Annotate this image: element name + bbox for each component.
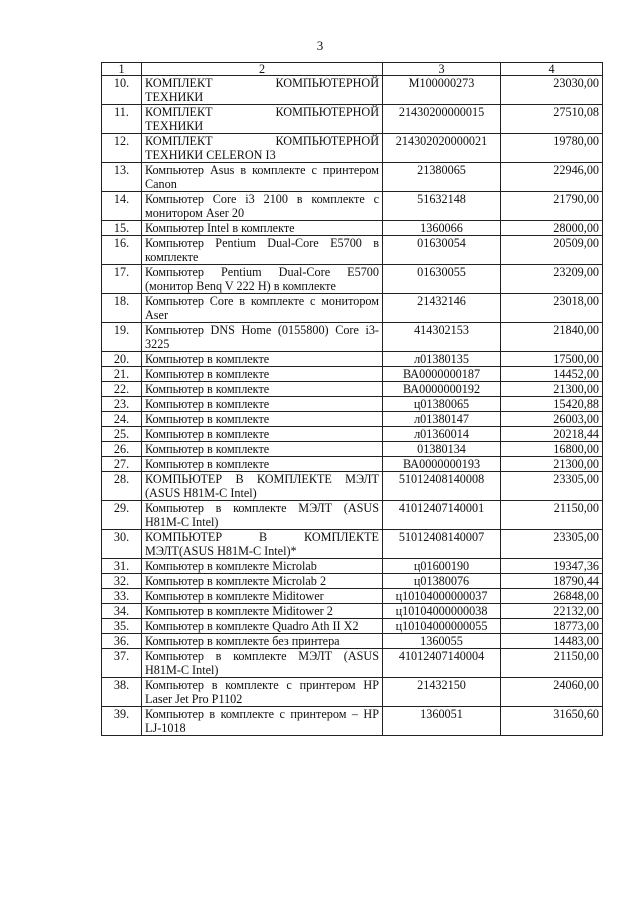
row-number: 14. xyxy=(102,192,142,221)
item-price: 14452,00 xyxy=(501,367,603,382)
inventory-code: ВА0000000193 xyxy=(383,457,501,472)
table-row xyxy=(102,265,603,294)
table-row xyxy=(102,134,603,163)
item-price: 26848,00 xyxy=(501,589,603,604)
table-row xyxy=(102,105,603,134)
inventory-code: 21432146 xyxy=(383,294,501,323)
row-number: 37. xyxy=(102,649,142,678)
item-price: 20509,00 xyxy=(501,236,603,265)
row-number: 30. xyxy=(102,530,142,559)
table-row xyxy=(102,382,603,397)
column-header: 3 xyxy=(383,63,501,76)
item-price: 23209,00 xyxy=(501,265,603,294)
table-row xyxy=(102,442,603,457)
item-price: 16800,00 xyxy=(501,442,603,457)
table-row xyxy=(102,678,603,707)
row-number: 33. xyxy=(102,589,142,604)
item-name: КОМПЛЕКТ КОМПЬЮТЕРНОЙ ТЕХНИКИ xyxy=(142,105,383,134)
inventory-code: 1360055 xyxy=(383,634,501,649)
item-price: 21300,00 xyxy=(501,457,603,472)
item-price: 22946,00 xyxy=(501,163,603,192)
item-price: 17500,00 xyxy=(501,352,603,367)
row-number: 13. xyxy=(102,163,142,192)
row-number: 34. xyxy=(102,604,142,619)
row-number: 20. xyxy=(102,352,142,367)
item-price: 28000,00 xyxy=(501,221,603,236)
item-price: 21150,00 xyxy=(501,501,603,530)
inventory-code: 51012408140007 xyxy=(383,530,501,559)
row-number: 27. xyxy=(102,457,142,472)
table-row xyxy=(102,412,603,427)
item-price: 24060,00 xyxy=(501,678,603,707)
table-row xyxy=(102,707,603,736)
inventory-code: ц01600190 xyxy=(383,559,501,574)
inventory-code: 51632148 xyxy=(383,192,501,221)
item-name: Компьютер в комплекте xyxy=(142,427,383,442)
row-number: 31. xyxy=(102,559,142,574)
inventory-table xyxy=(101,62,603,736)
item-name: Компьютер Pentium Dual-Core E5700 в комплекте xyxy=(142,236,383,265)
column-header: 1 xyxy=(102,63,142,76)
item-price: 18773,00 xyxy=(501,619,603,634)
row-number: 19. xyxy=(102,323,142,352)
table-row xyxy=(102,649,603,678)
item-name: Компьютер в комплекте без принтера xyxy=(142,634,383,649)
inventory-code: л01360014 xyxy=(383,427,501,442)
inventory-code: 01630054 xyxy=(383,236,501,265)
table-row xyxy=(102,619,603,634)
table-header-row xyxy=(102,63,603,76)
item-name: Компьютер Asus в комплекте с принтером Canon xyxy=(142,163,383,192)
item-price: 23030,00 xyxy=(501,76,603,105)
item-name: Компьютер в комплекте xyxy=(142,442,383,457)
row-number: 39. xyxy=(102,707,142,736)
table-row xyxy=(102,76,603,105)
inventory-code: ц01380076 xyxy=(383,574,501,589)
item-name: Компьютер в комплекте Microlab xyxy=(142,559,383,574)
inventory-code: 01380134 xyxy=(383,442,501,457)
inventory-code: ц10104000000037 xyxy=(383,589,501,604)
item-name: Компьютер в комплекте с принтером – HP LJ-1018 xyxy=(142,707,383,736)
item-name: КОМПЬЮТЕР В КОМПЛЕКТЕ МЭЛТ(ASUS H81M-C Intel)* xyxy=(142,530,383,559)
item-price: 19347,36 xyxy=(501,559,603,574)
row-number: 28. xyxy=(102,472,142,501)
item-name: Компьютер в комплекте с принтером HP Laser Jet Pro P1102 xyxy=(142,678,383,707)
item-name: КОМПЛЕКТ КОМПЬЮТЕРНОЙ ТЕХНИКИ CELERON I3 xyxy=(142,134,383,163)
row-number: 26. xyxy=(102,442,142,457)
row-number: 38. xyxy=(102,678,142,707)
row-number: 29. xyxy=(102,501,142,530)
item-price: 26003,00 xyxy=(501,412,603,427)
item-name: Компьютер Intel в комплекте xyxy=(142,221,383,236)
item-price: 23018,00 xyxy=(501,294,603,323)
item-price: 31650,60 xyxy=(501,707,603,736)
row-number: 21. xyxy=(102,367,142,382)
row-number: 18. xyxy=(102,294,142,323)
table-row xyxy=(102,236,603,265)
table-row xyxy=(102,367,603,382)
item-price: 21840,00 xyxy=(501,323,603,352)
inventory-code: ВА0000000187 xyxy=(383,367,501,382)
table-row xyxy=(102,352,603,367)
item-name: КОМПЬЮТЕР В КОМПЛЕКТЕ МЭЛТ (ASUS H81M-C Intel) xyxy=(142,472,383,501)
inventory-code: 214302020000021 xyxy=(383,134,501,163)
table-row xyxy=(102,604,603,619)
item-price: 21790,00 xyxy=(501,192,603,221)
inventory-code: 414302153 xyxy=(383,323,501,352)
row-number: 22. xyxy=(102,382,142,397)
item-name: Компьютер в комплекте xyxy=(142,367,383,382)
item-price: 21150,00 xyxy=(501,649,603,678)
item-price: 18790,44 xyxy=(501,574,603,589)
table-row xyxy=(102,574,603,589)
item-name: КОМПЛЕКТ КОМПЬЮТЕРНОЙ ТЕХНИКИ xyxy=(142,76,383,105)
table-row xyxy=(102,163,603,192)
table-row xyxy=(102,397,603,412)
item-price: 15420,88 xyxy=(501,397,603,412)
inventory-code: 41012407140004 xyxy=(383,649,501,678)
inventory-code: 1360066 xyxy=(383,221,501,236)
row-number: 17. xyxy=(102,265,142,294)
row-number: 36. xyxy=(102,634,142,649)
inventory-code: ВА0000000192 xyxy=(383,382,501,397)
row-number: 25. xyxy=(102,427,142,442)
item-name: Компьютер Pentium Dual-Core E5700 (монитор Benq V 222 H) в комплекте xyxy=(142,265,383,294)
item-name: Компьютер в комплекте Microlab 2 xyxy=(142,574,383,589)
row-number: 23. xyxy=(102,397,142,412)
table-row xyxy=(102,192,603,221)
row-number: 24. xyxy=(102,412,142,427)
row-number: 12. xyxy=(102,134,142,163)
row-number: 32. xyxy=(102,574,142,589)
inventory-code: 41012407140001 xyxy=(383,501,501,530)
row-number: 35. xyxy=(102,619,142,634)
item-name: Компьютер Core i3 2100 в комплекте с монитором Aser 20 xyxy=(142,192,383,221)
inventory-code: М100000273 xyxy=(383,76,501,105)
item-price: 23305,00 xyxy=(501,530,603,559)
page-number: 3 xyxy=(316,38,324,53)
row-number: 16. xyxy=(102,236,142,265)
item-name: Компьютер в комплекте МЭЛТ (ASUS H81M-C Intel) xyxy=(142,649,383,678)
item-name: Компьютер в комплекте xyxy=(142,397,383,412)
inventory-code: л01380135 xyxy=(383,352,501,367)
item-price: 27510,08 xyxy=(501,105,603,134)
table-row xyxy=(102,589,603,604)
item-name: Компьютер DNS Home (0155800) Core i3-3225 xyxy=(142,323,383,352)
item-name: Компьютер в комплекте Quadro Ath II X2 xyxy=(142,619,383,634)
item-name: Компьютер в комплекте xyxy=(142,457,383,472)
row-number: 15. xyxy=(102,221,142,236)
item-price: 21300,00 xyxy=(501,382,603,397)
item-name: Компьютер в комплекте Miditower xyxy=(142,589,383,604)
item-name: Компьютер в комплекте МЭЛТ (ASUS H81M-C Intel) xyxy=(142,501,383,530)
item-price: 23305,00 xyxy=(501,472,603,501)
table-row xyxy=(102,472,603,501)
item-price: 19780,00 xyxy=(501,134,603,163)
item-name: Компьютер Core в комплекте с монитором Aser xyxy=(142,294,383,323)
table-row xyxy=(102,294,603,323)
table-row xyxy=(102,530,603,559)
item-name: Компьютер в комплекте Miditower 2 xyxy=(142,604,383,619)
item-price: 22132,00 xyxy=(501,604,603,619)
table-row xyxy=(102,457,603,472)
inventory-code: 1360051 xyxy=(383,707,501,736)
inventory-code: 21380065 xyxy=(383,163,501,192)
inventory-code: 01630055 xyxy=(383,265,501,294)
row-number: 10. xyxy=(102,76,142,105)
row-number: 11. xyxy=(102,105,142,134)
column-header: 4 xyxy=(501,63,603,76)
table-row xyxy=(102,501,603,530)
inventory-code: 21430200000015 xyxy=(383,105,501,134)
item-price: 14483,00 xyxy=(501,634,603,649)
item-price: 20218,44 xyxy=(501,427,603,442)
inventory-code: ц10104000000038 xyxy=(383,604,501,619)
table-row xyxy=(102,427,603,442)
table-row xyxy=(102,323,603,352)
inventory-code: л01380147 xyxy=(383,412,501,427)
table-row xyxy=(102,221,603,236)
table-row xyxy=(102,559,603,574)
table-row xyxy=(102,634,603,649)
inventory-code: ц01380065 xyxy=(383,397,501,412)
item-name: Компьютер в комплекте xyxy=(142,412,383,427)
column-header: 2 xyxy=(142,63,383,76)
item-name: Компьютер в комплекте xyxy=(142,382,383,397)
inventory-code: 51012408140008 xyxy=(383,472,501,501)
item-name: Компьютер в комплекте xyxy=(142,352,383,367)
inventory-code: ц10104000000055 xyxy=(383,619,501,634)
inventory-code: 21432150 xyxy=(383,678,501,707)
